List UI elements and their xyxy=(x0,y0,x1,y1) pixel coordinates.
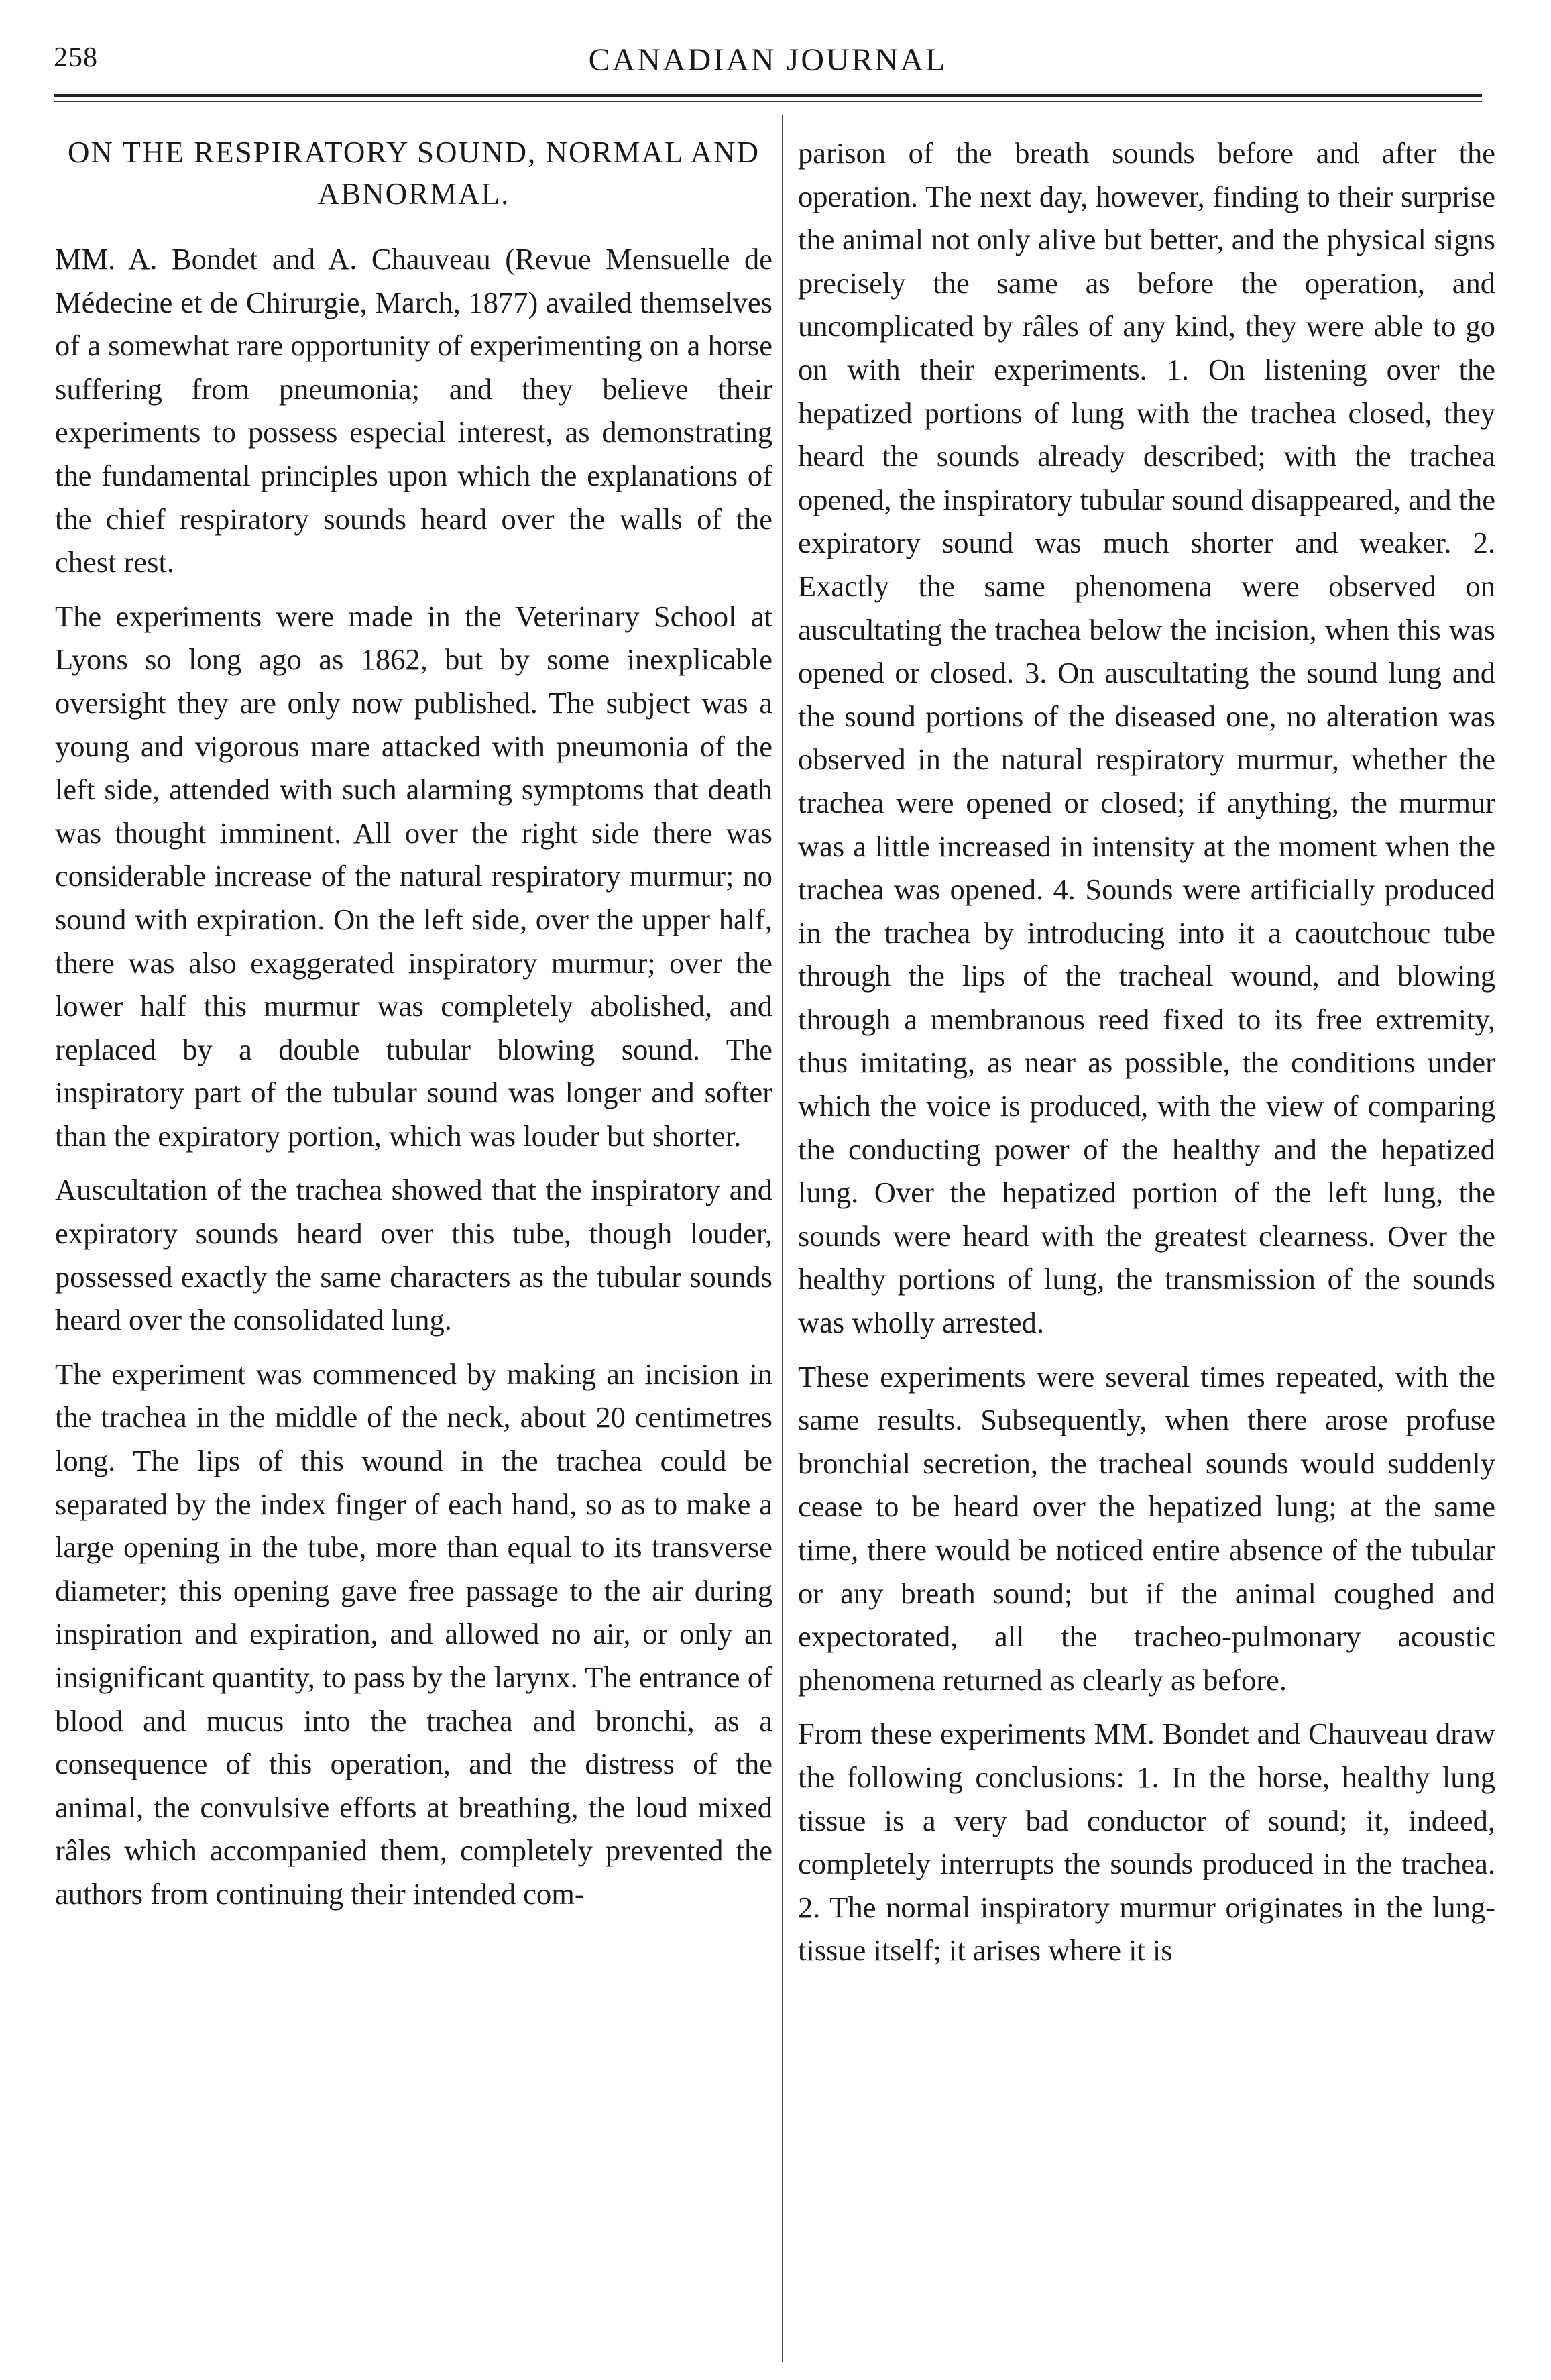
paragraph: Auscultation of the trachea showed that the inspiratory and expiratory sounds heard over this tube, though louder, possessed exactly the same characters as the tubular sounds heard over the consolidated lung. xyxy=(55,1173,772,1337)
header-rule-thin xyxy=(54,101,1482,102)
left-column xyxy=(55,131,772,1927)
running-head: CANADIAN JOURNAL xyxy=(588,42,947,78)
paragraph: These experiments were several times repeated, with the same results. Subsequently, when there arose profuse bronchial secretion, the tracheal sounds would suddenly cease to be heard over the hepatized lung; at the same time, there would be noticed entire absence of the tubular or any breath sound; but if the animal coughed and expectorated, all the tracheo-pulmonary acoustic phenomena returned as clearly as before. xyxy=(798,1359,1495,1697)
page-header xyxy=(54,42,1482,95)
column-divider xyxy=(782,115,783,2362)
page-number: 258 xyxy=(54,42,98,73)
article-title: ON THE RESPIRATORY SOUND, NORMAL AND ABNORMAL. xyxy=(67,135,760,211)
header-rule-thick xyxy=(54,94,1482,97)
paragraph: parison of the breath sounds before and after the operation. The next day, however, finding to their surprise the animal not only alive but better, and the physical signs precisely the same as before the operation, and uncomplicated by râles of any kind, they were able to go on with their experiments. 1. On listening over the hepatized portions of lung with the trachea closed, they heard the sounds already described; with the trachea opened, the inspiratory tubular sound disappeared, and the expiratory sound was much shorter and weaker. 2. Exactly the same phenomena were observed on auscultating the trachea below the incision, when this was opened or closed. 3. On auscultating the sound lung and the sound portions of the diseased one, no alteration was observed in the natural respiratory murmur, whether the trachea were opened or closed; if anything, the murmur was a little increased in intensity at the moment when the trachea was opened. 4. Sounds were artificially produced in the trachea by introducing into it a caoutchouc tube through the lips of the tracheal wound, and blowing through a membranous reed fixed to its free extremity, thus imitating, as near as possible, the conditions under which the voice is produced, with the view of comparing the conducting power of the healthy and the hepatized lung. Over the hepatized portion of the left lung, the sounds were heard with the greatest clearness. Over the healthy portions of lung, the transmission of the sounds was wholly arrested. xyxy=(798,136,1495,1340)
paragraph: MM. A. Bondet and A. Chauveau (Revue Mensuelle de Médecine et de Chirurgie, March, 1877) availed themselves of a somewhat rare opportunity of experimenting on a horse suffering from pneumonia; and they believe their experiments to possess especial interest, as demonstrating the fundamental principles upon which the explanations of the chief respiratory sounds heard over the walls of the chest rest. xyxy=(55,242,772,579)
paragraph: From these experiments MM. Bondet and Chauveau draw the following conclusions: 1. In the horse, healthy lung tissue is a very bad conductor of sound; it, indeed, completely interrupts the sounds produced in the trachea. 2. The normal inspiratory murmur originates in the lung-tissue itself; it arises where it is xyxy=(798,1717,1495,1968)
paragraph: The experiments were made in the Veterinary School at Lyons so long ago as 1862, but by some inexplicable oversight they are only now published. The subject was a young and vigorous mare attacked with pneumonia of the left side, attended with such alarming symptoms that death was thought imminent. All over the right side there was considerable increase of the natural respiratory murmur; no sound with expiration. On the left side, over the upper half, there was also exaggerated inspiratory murmur; over the lower half this murmur was completely abolished, and replaced by a double tubular blowing sound. The inspiratory part of the tubular sound was longer and softer than the expiratory portion, which was louder but shorter. xyxy=(55,599,772,1153)
right-column xyxy=(798,131,1495,1983)
paragraph: The experiment was commenced by making an incision in the trachea in the middle of the neck, about 20 centimetres long. The lips of this wound in the trachea could be separated by the index finger of each hand, so as to make a large opening in the tube, more than equal to its transverse diameter; this opening gave free passage to the air during inspiration and expiration, and allowed no air, or only an insignificant quantity, to pass by the larynx. The entrance of blood and mucus into the trachea and bronchi, as a consequence of this operation, and the distress of the animal, the convulsive efforts at breathing, the loud mixed râles which accompanied them, completely prevented the authors from continuing their intended com- xyxy=(55,1357,772,1911)
